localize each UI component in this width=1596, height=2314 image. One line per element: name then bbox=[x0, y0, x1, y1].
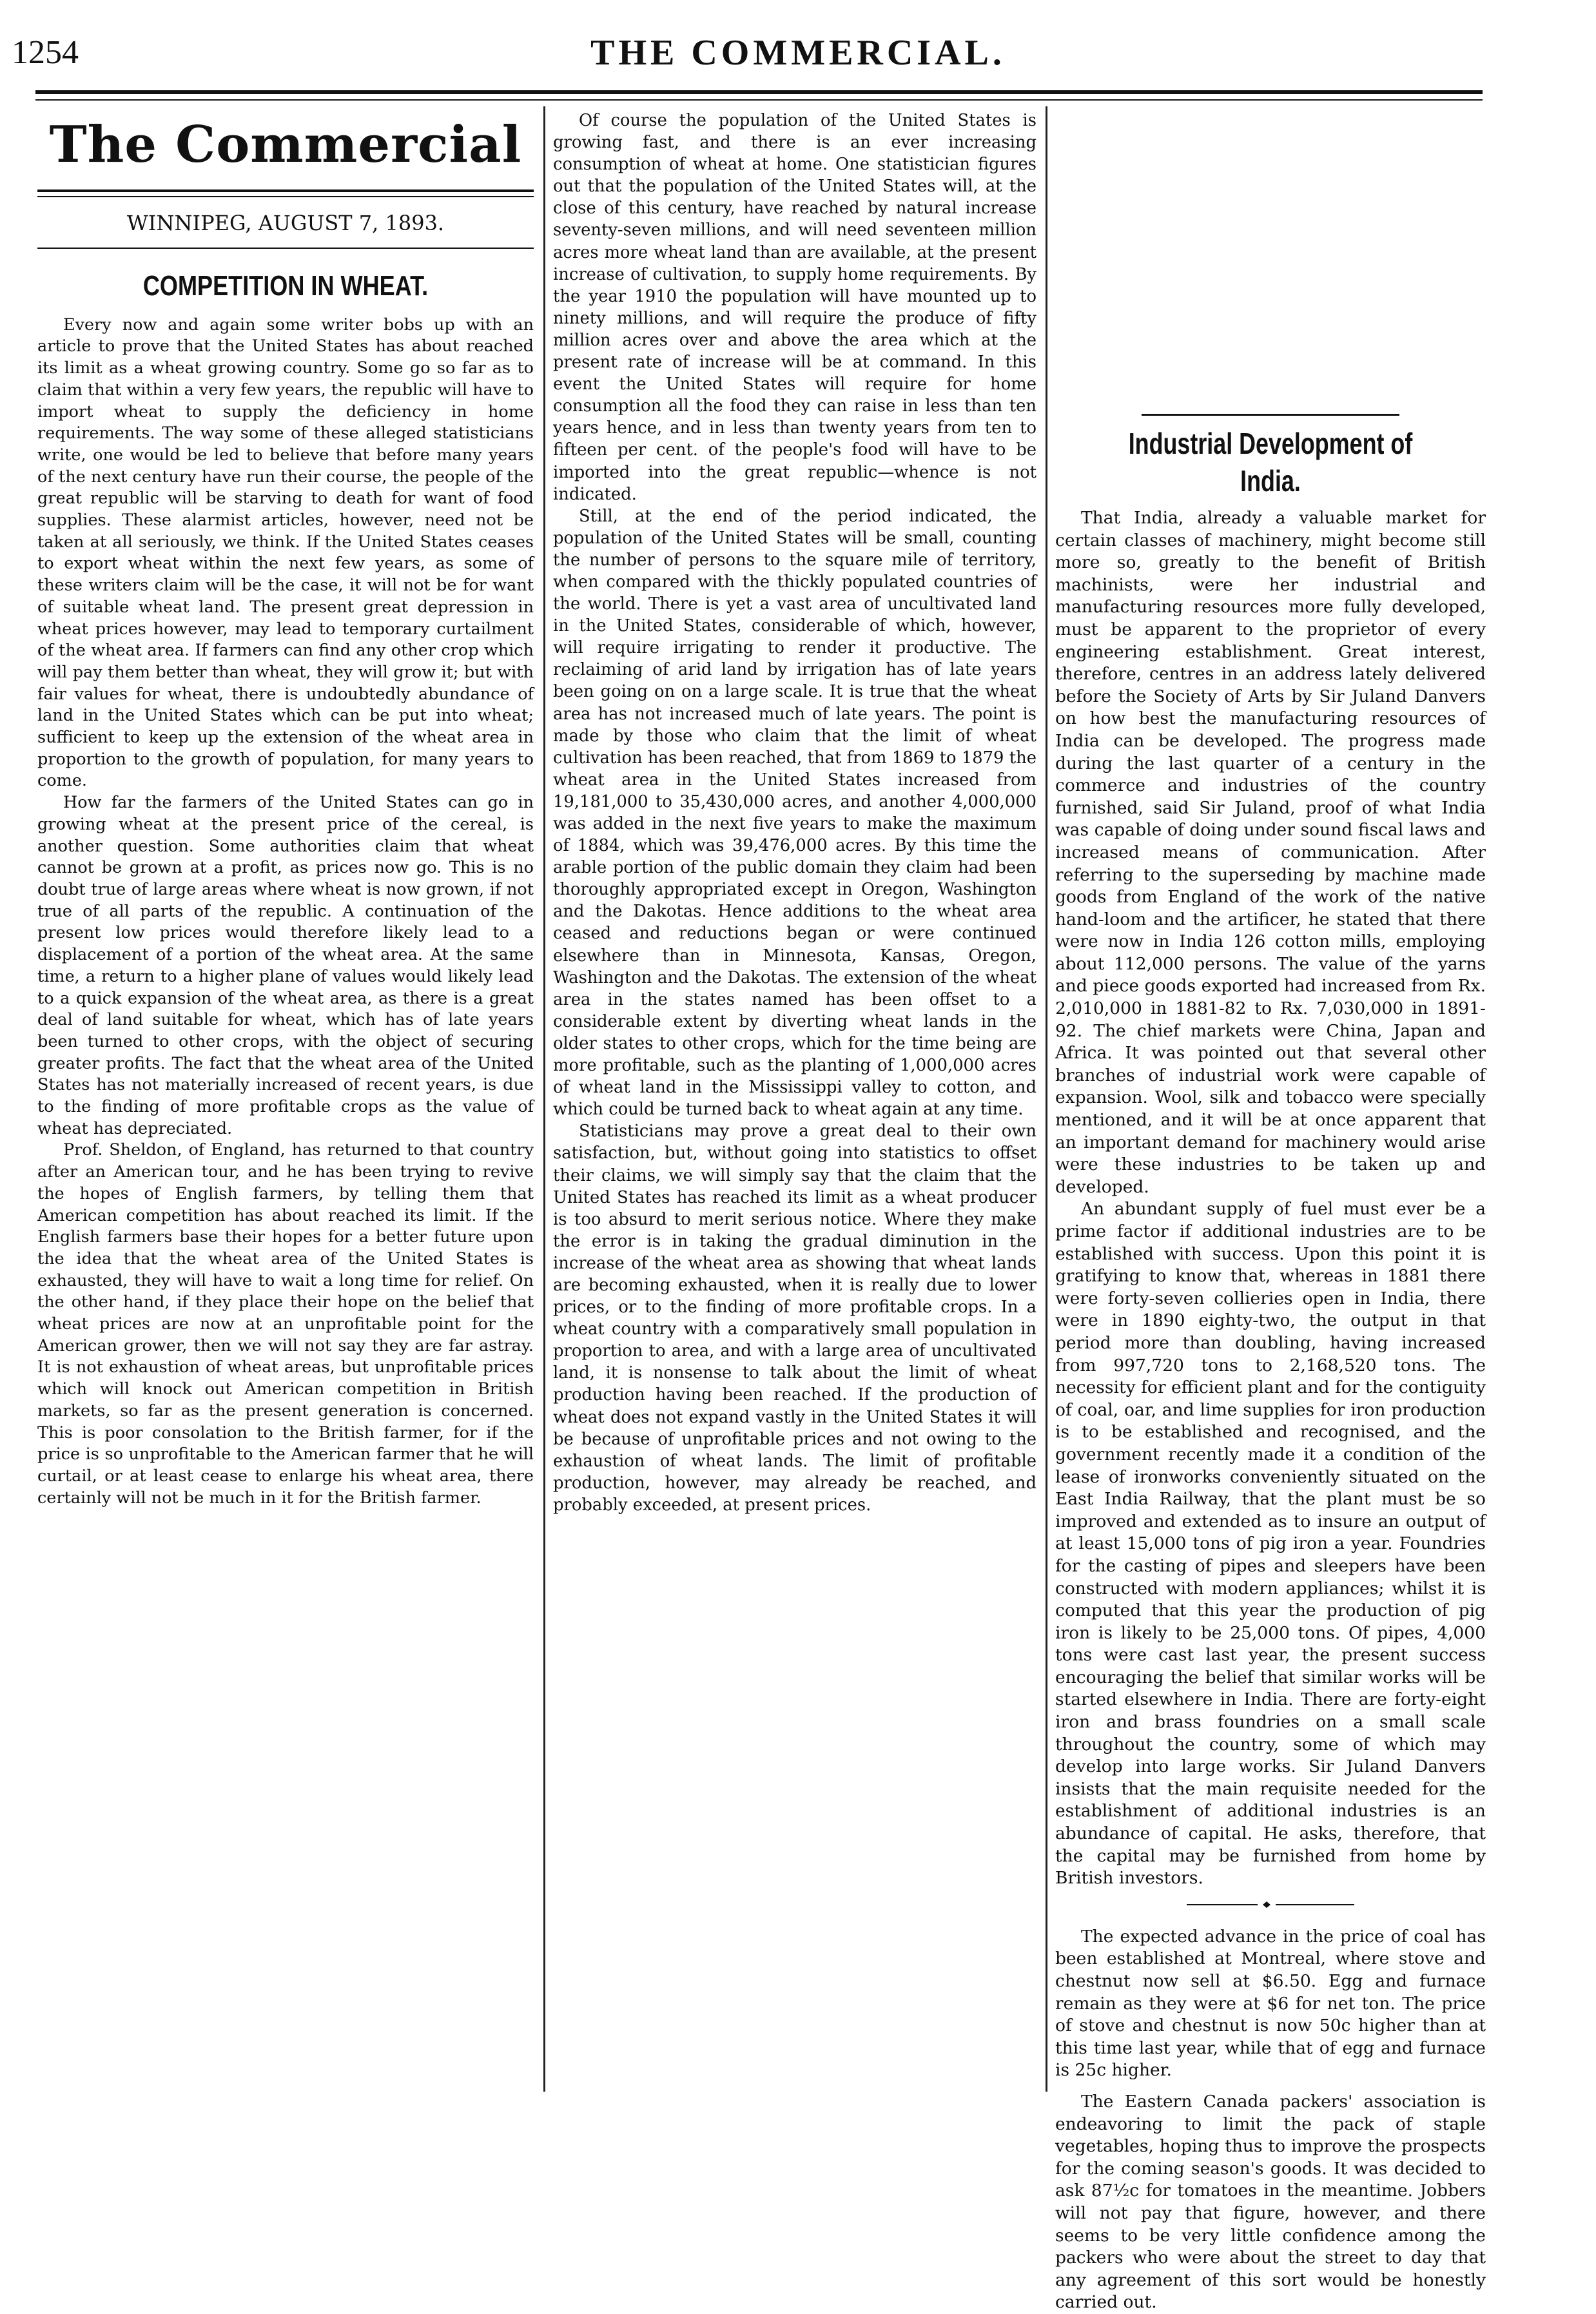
article-paragraph: Statisticians may prove a great deal to their own satisfaction, but, without going into statistics to offset their claims, we will simply say that the claim that the United States has reached its limit as a wheat producer is too absurd to merit serious notice. Where they make the error is in taking the gradual diminution in the increase of the wheat area as showing that wheat lands are becoming exhausted, when it is really due to lower prices, or to the finding of more profitable crops. In a wheat country with a comparatively small population in proportion to area, and with a large area of uncultivated land, it is nonsense to talk about the limit of wheat production having been reached. If the production of wheat does not expand vastly in the United States it will be because of unprofitable prices and not owing to the exhaustion of wheat lands. The limit of profitable production, however, may already be reached, and probably exceeded, at present prices. bbox=[553, 1122, 1036, 1515]
news-brief: The Eastern Canada packers' association is endeavoring to limit the pack of staple vegetables, hoping thus to improve the prospects for the coming season's goods. It was decided to ask 87½c for tomatoes in the meantime. Jobbers will not pay that figure, however, and there seems to be very little confidence among the packers who were about the street to day that any agreement of this sort would be honestly carried out. bbox=[1055, 2091, 1486, 2313]
column-2 bbox=[553, 110, 1036, 1516]
article-paragraph: Prof. Sheldon, of England, has returned to that country after an American tour, and he has been trying to revive the hopes of English farmers, by telling them that American competition has about reached its limit. If the English farmers base their hopes for a better future upon the idea that the wheat area of the United States is exhausted, they will have to wait a long time for relief. On the other hand, if they place their hope on the belief that wheat prices are now at an unprofitable point for the American grower, then we will not say they are far astray. It is not exhaustion of wheat areas, but unprofitable prices which will knock out American competition in British markets, so far as the present generation is concerned. This is poor consolation to the British farmer, for if the price is so unprofitable to the American farmer that he will curtail, or at least cease to enlarge his wheat area, there certainly will not be much in it for the British farmer. bbox=[37, 1140, 534, 1508]
dateline: WINNIPEG, AUGUST 7, 1893. bbox=[126, 211, 445, 235]
column-divider-left bbox=[543, 106, 545, 2092]
header-rule-thick bbox=[35, 90, 1483, 94]
article-paragraph: Still, at the end of the period indicated, the population of the United States will be small, counting the number of persons to the square mile of territory, when compared with the thickly populated countries of the world. There is yet a vast area of uncultivated land in the United States, considerable of which, however, will require irrigating to render it productive. The reclaiming of arid land by irrigation has of late years been going on on a large scale. It is true that the wheat area has not increased much of late years. The point is made by those who claim that the limit of wheat cultivation has been reached, that from 1869 to 1879 the wheat area in the United States increased from 19,181,000 to 35,430,000 acres, and another 4,000,000 was added in the next five years to make the maximum of 1884, which was 39,476,000 acres. By this time the arable portion of the public domain they claim had been thoroughly appropriated except in Oregon, Washington and the Dakotas. Hence additions to the wheat area ceased and reductions began or were continued elsewhere than in Minnesota, Kansas, Oregon, Washington and the Dakotas. The extension of the wheat area in the states named has been offset to a considerable extent by diverting wheat lands in the older states to other crops, which for the time being are more profitable, such as the planting of 1,000,000 acres of wheat land in the Mississippi valley to cotton, and which could be turned back to wheat again at any time. bbox=[553, 506, 1036, 1120]
article-headline: Industrial Development of India. bbox=[1128, 427, 1413, 498]
masthead-rule bbox=[37, 190, 534, 192]
column-divider-right bbox=[1046, 106, 1047, 2092]
header-rule-thin bbox=[35, 99, 1483, 101]
page-number: 1254 bbox=[12, 34, 79, 71]
masthead-rule-thin bbox=[37, 196, 534, 197]
masthead-title: The Commercial bbox=[49, 115, 522, 174]
running-title: THE COMMERCIAL. bbox=[590, 33, 1006, 73]
section-rule bbox=[1142, 414, 1400, 416]
column-1 bbox=[37, 110, 534, 1509]
column-3 bbox=[1055, 400, 1486, 2314]
article-paragraph: Every now and again some writer bobs up with an article to prove that the United States has about reached its limit as a wheat growing country. Some go so far as to claim that within a very few years, the republic will have to import wheat to supply the deficiency in home requirements. The way some of these alleged statisticians write, one would be led to believe that before many years of the next century have run their course, the people of the great republic will be starving to death for want of food supplies. These alarmist articles, however, need not be taken at all seriously, we think. If the United States ceases to export wheat within the next few years, as some of these writers claim will be the case, it will not be for want of suitable wheat land. The present great depression in wheat prices however, may lead to temporary curtailment of the wheat area. If farmers can find any other crop which will pay them better than wheat, they will grow it; but with fair values for wheat, there is undoubtedly abundance of land in the United States which can be put into wheat; sufficient to keep up the extension of the wheat area in proportion to the growth of population, for many years to come. bbox=[37, 315, 534, 791]
article-paragraph: An abundant supply of fuel must ever be a prime factor if additional industries are to be established with success. Upon this point it is gratifying to know that, whereas in 1881 there were forty-seven collieries open in India, there were in 1890 eighty-two, the output in that period more than doubling, having increased from 997,720 tons to 2,168,520 tons. The necessity for efficient plant and for the contiguity of coal, oar, and lime supplies for iron production is to be established and recognised, and the government recently made it a condition of the lease of ironworks conveniently situated on the East India Railway, that the plant must be so improved and extended as to insure an output of at least 15,000 tons of pig iron a year. Foundries for the casting of pipes and sleepers have been constructed with modern appliances; whilst it is computed that this year the production of pig iron is likely to be 25,000 tons. Of pipes, 4,000 tons were cast last year, the present success encouraging the belief that similar works will be started elsewhere in India. There are forty-eight iron and brass foundries on a small scale throughout the country, some of which may develop into large works. Sir Juland Danvers insists that the main requisite needed for the establishment of additional industries is an abundance of capital. He asks, therefore, that the capital may be furnished from home by British investors. bbox=[1055, 1199, 1486, 1889]
article-paragraph: Of course the population of the United States is growing fast, and there is an ever increasing consumption of wheat at home. One statistician figures out that the population of the United States will, at the close of this century, have reached by natural increase seventy-seven millions, and will need seventeen million acres more wheat land than are available, at the present increase of cultivation, to supply home requirements. By the year 1910 the population will have mounted up to ninety millions, and will require the produce of fifty million acres over and above the area which at the present rate of increase will be at command. In this event the United States will require for home consumption all the food they can raise in less than ten years hence, and in less than twenty years from ten to fifteen per cent. of the people's food will have to be imported into the great republic—whence is not indicated. bbox=[553, 111, 1036, 504]
news-brief: The expected advance in the price of coal has been established at Montreal, where stove and chestnut now sell at $6.50. Egg and furnace remain as they were at $6 for net ton. The price of stove and chestnut is now 50c higher than at this time last year, while that of egg and furnace is 25c higher. bbox=[1055, 1926, 1486, 2081]
article-paragraph: That India, already a valuable market for certain classes of machinery, might become still more so, greatly to the benefit of British machinists, were her industrial and manufacturing resources more fully developed, must be apparent to the proprietor of every engineering establishment. Great interest, therefore, centres in an address lately delivered before the Society of Arts by Sir Juland Danvers on how best the manufacturing resources of India can be developed. The progress made during the last quarter of a century in the commerce and industries of the country furnished, said Sir Juland, proof of what India was capable of doing under sound fiscal laws and increased means of communication. After referring to the superseding by machine made goods from England of the work of the native hand-loom and the artificer, he stated that there were now in India 126 cotton mills, employing about 112,000 persons. The value of the yarns and piece goods exported had increased from Rx. 2,010,000 in 1881-82 to Rx. 7,030,000 in 1891-92. The chief markets were China, Japan and Africa. It was pointed out that several other branches of industrial work were capable of expansion. Wool, silk and tobacco were specially mentioned, and it will be at once apparent that an important demand for machinery would arise were these industries to be taken up and developed. bbox=[1055, 508, 1486, 1197]
dateline-rule bbox=[37, 248, 534, 249]
article-headline: COMPETITION IN WHEAT. bbox=[142, 269, 429, 302]
ornament-divider bbox=[1055, 1900, 1486, 1912]
article-paragraph: How far the farmers of the United States can go in growing wheat at the present price of the cereal, is another question. Some authorities claim that wheat cannot be grown at a profit, as prices now go. This is no doubt true of large areas where wheat is now grown, if not true of all parts of the republic. A continuation of the present low prices would therefore likely lead to a displacement of a portion of the wheat area. At the same time, a return to a higher plane of values would likely lead to a quick expansion of the wheat area, as there is a great deal of land suitable for wheat, which has of late years been turned to other crops, with the object of securing greater profits. The fact that the wheat area of the United States has not materially increased of recent years, is due to the finding of more profitable crops as the value of wheat has depreciated. bbox=[37, 793, 534, 1138]
ornament-icon bbox=[1187, 1900, 1354, 1909]
